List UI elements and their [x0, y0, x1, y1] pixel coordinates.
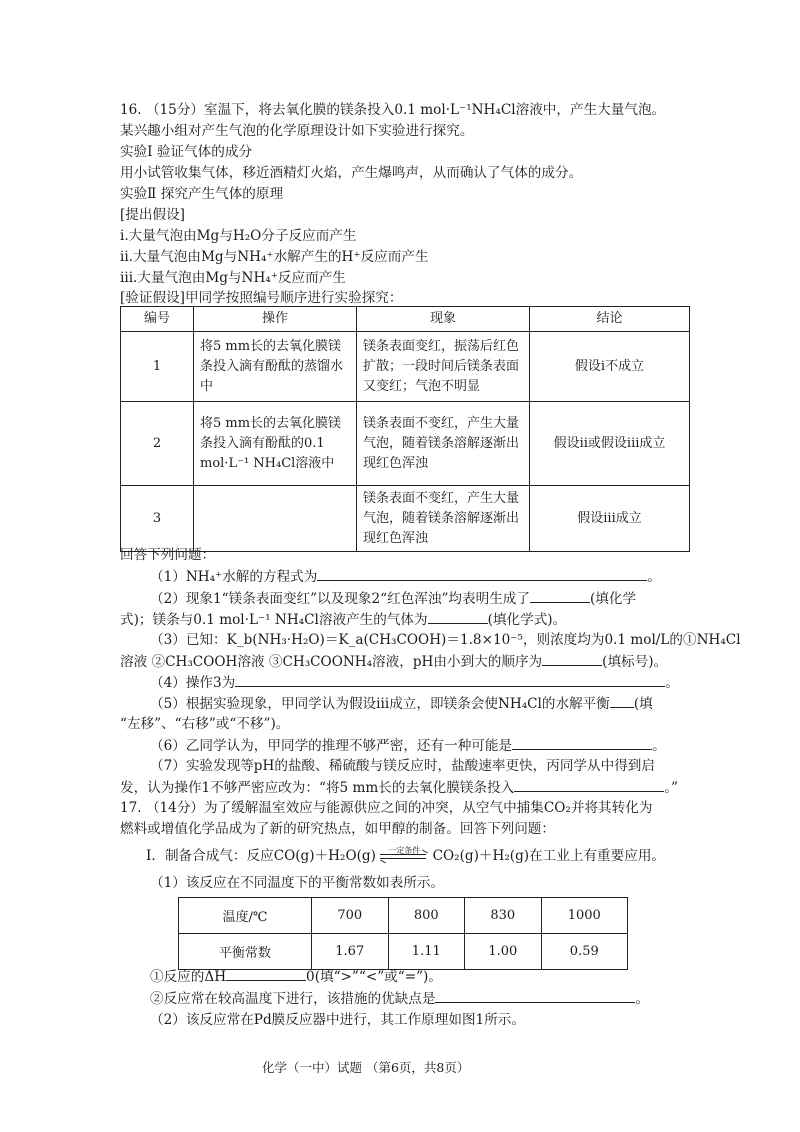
sub-question-7-line1: （7）实验发现等pH的盐酸、稀硫酸与镁反应时，盐酸速率更快，丙同学从中得到启 — [150, 758, 655, 774]
answer-blank[interactable] — [514, 777, 664, 792]
sub-question-2-text2: 式)；镁条与0.1 mol·L⁻¹ NH₄Cl溶液产生的气体为 — [120, 612, 428, 628]
table-row — [121, 402, 690, 486]
row-conclusion: 假设ii或假设iii成立 — [530, 402, 690, 486]
sub-question-5-line1 — [150, 693, 653, 714]
sub-question-7-text: 发，认为操作1不够严密应改为：“将5 mm长的去氧化膜镁条投入 — [120, 780, 515, 796]
table-row — [121, 332, 690, 402]
sub-question-7-line2 — [120, 777, 678, 798]
sub-question-2-line2 — [120, 609, 566, 630]
temperature-cell: 830 — [465, 898, 542, 934]
item-1-text: ①反应的ΔH — [150, 969, 227, 985]
q17-intro-line2: 燃料或增值化学品成为了新的研究热点，如甲醇的制备。回答下列问题： — [120, 821, 555, 837]
table-row — [121, 486, 690, 552]
answer-blank[interactable] — [235, 672, 665, 687]
sub-question-4: （4）操作3为 。 — [150, 672, 679, 693]
sub-question-2-text: （2）现象1“镁条表面变红”以及现象2“红色浑浊”均表明生成了 — [150, 591, 530, 607]
row-phenomenon: 镁条表面不变红，产生大量气泡，随着镁条溶解逐渐出现红色浑浊 — [357, 486, 530, 552]
verify-title: [验证假设]甲同学按照编号顺序进行实验探究： — [120, 290, 403, 306]
answer-blank[interactable] — [512, 735, 652, 750]
row-conclusion: 假设i不成立 — [530, 332, 690, 402]
sub-question-3-hint: (填标号)。 — [602, 654, 668, 670]
temperature-cell: 700 — [312, 898, 389, 934]
constant-cell: 0.59 — [541, 934, 627, 970]
answer-blank[interactable] — [530, 588, 590, 603]
table-row — [179, 934, 628, 970]
item-1-hint: 0(填“>”“<”或“=”)。 — [306, 969, 442, 985]
q16-intro-line2: 某兴趣小组对产生气泡的化学原理设计如下实验进行探究。 — [120, 123, 474, 139]
sub-question-5-line2: “左移”、“右移”或“不移”)。 — [120, 716, 290, 732]
q17-intro-line1: 17. （14分）为了缓解温室效应与能源供应之间的冲突，从空气中捕集CO₂并将其转化为 — [120, 800, 653, 816]
constant-cell: 1.67 — [312, 934, 389, 970]
exp1-title: 实验Ⅰ 验证气体的成分 — [120, 144, 253, 160]
row-conclusion: 假设iii成立 — [530, 486, 690, 552]
exp1-text: 用小试管收集气体，移近酒精灯火焰，产生爆鸣声，从而确认了气体的成分。 — [120, 165, 583, 181]
header-operation: 操作 — [194, 307, 357, 332]
sub-question-5-hint: (填 — [633, 696, 653, 712]
row-operation: 将5 mm长的去氧化膜镁条投入滴有酚酞的蒸馏水中 — [194, 332, 357, 402]
row-no: 3 — [121, 486, 194, 552]
answer-blank[interactable] — [435, 988, 635, 1003]
constant-cell: 1.11 — [388, 934, 465, 970]
sub-question-3-line1: （3）已知：K_b(NH₃·H₂O)＝K_a(CH₃COOH)＝1.8×10⁻⁵，则浓度均为0.1 mol/L的①NH₄Cl — [150, 632, 741, 648]
q17-item-2 — [150, 988, 649, 1009]
constant-cell: 1.00 — [465, 934, 542, 970]
answer-blank[interactable] — [610, 693, 634, 708]
q17-sub-question-2: （2）该反应常在Pd膜反应器中进行，其工作原理如图1所示。 — [150, 1012, 525, 1028]
row-no: 2 — [121, 402, 194, 486]
header-conclusion: 结论 — [530, 307, 690, 332]
sub-question-4-text: （4）操作3为 — [150, 675, 236, 691]
item-2-end: 。 — [635, 991, 650, 1007]
sub-question-1-text: （1）NH₄⁺水解的方程式为 — [150, 569, 318, 585]
q17-part1-reaction — [146, 846, 665, 866]
sub-question-3-line2 — [120, 651, 667, 672]
answer-blank[interactable] — [317, 566, 647, 581]
header-no: 编号 — [121, 307, 194, 332]
sub-question-7-end: 。” — [664, 780, 678, 796]
arrow-condition-label: 一定条件 — [388, 845, 421, 855]
page-footer: 化学（一中）试题 （第6页，共8页） — [262, 1060, 470, 1075]
equilibrium-constant-table — [178, 897, 628, 970]
equilibrium-arrow-icon — [380, 845, 428, 864]
answer-intro: 回答下列问题： — [120, 547, 216, 563]
experiment-table — [120, 306, 690, 552]
reaction-left: I．制备合成气：反应CO(g)＋H₂O(g) — [146, 848, 376, 864]
item-2-text: ②反应常在较高温度下进行，该措施的优缺点是 — [150, 991, 436, 1007]
sub-question-2-hint: (填化学 — [590, 591, 637, 607]
sub-question-6-text: （6）乙同学认为，甲同学的推理不够严密，还有一种可能是 — [150, 738, 513, 754]
exp2-title: 实验Ⅱ 探究产生气体的原理 — [120, 186, 284, 202]
sub-question-6: （6）乙同学认为，甲同学的推理不够严密，还有一种可能是 。 — [150, 735, 666, 756]
constant-label: 平衡常数 — [179, 934, 312, 970]
q17-item-1 — [150, 966, 442, 987]
sub-question-3-text: 溶液 ②CH₃COOH溶液 ③CH₃COONH₄溶液，pH由小到大的顺序为 — [120, 654, 543, 670]
sub-question-1: （1）NH₄⁺水解的方程式为 。 — [150, 566, 661, 587]
hypothesis-title: [提出假设] — [120, 207, 185, 223]
row-operation — [194, 486, 357, 552]
row-phenomenon: 镁条表面不变红，产生大量气泡，随着镁条溶解逐渐出现红色浑浊 — [357, 402, 530, 486]
table-row — [179, 898, 628, 934]
temperature-label: 温度/℃ — [179, 898, 312, 934]
table-header-row — [121, 307, 690, 332]
temperature-cell: 800 — [388, 898, 465, 934]
reaction-right: CO₂(g)＋H₂(g)在工业上有重要应用。 — [432, 848, 666, 864]
row-phenomenon: 镁条表面变红，振荡后红色扩散；一段时间后镁条表面又变红；气泡不明显 — [357, 332, 530, 402]
q17-sub-question-1: （1）该反应在不同温度下的平衡常数如表所示。 — [150, 875, 445, 891]
sub-question-2-line1 — [150, 588, 636, 609]
row-no: 1 — [121, 332, 194, 402]
hypothesis-1: i.大量气泡由Mg与H₂O分子反应而产生 — [120, 228, 357, 244]
hypothesis-2: ii.大量气泡由Mg与NH₄⁺水解产生的H⁺反应而产生 — [120, 249, 429, 265]
row-operation: 将5 mm长的去氧化膜镁条投入滴有酚酞的0.1 mol·L⁻¹ NH₄Cl溶液中 — [194, 402, 357, 486]
header-phenomenon: 现象 — [357, 307, 530, 332]
temperature-cell: 1000 — [541, 898, 627, 934]
hypothesis-3: iii.大量气泡由Mg与NH₄⁺反应而产生 — [120, 270, 346, 286]
sub-question-5-text: （5）根据实验现象，甲同学认为假设iii成立，即镁条会使NH₄Cl的水解平衡 — [150, 696, 610, 712]
answer-blank[interactable] — [428, 609, 488, 624]
answer-blank[interactable] — [542, 651, 602, 666]
answer-blank[interactable] — [226, 966, 306, 981]
sub-question-2-hint2: (填化学式)。 — [487, 612, 567, 628]
q16-intro-line1: 16. （15分）室温下，将去氧化膜的镁条投入0.1 mol·L⁻¹NH₄Cl溶液中，产生大量气泡。 — [120, 102, 666, 118]
